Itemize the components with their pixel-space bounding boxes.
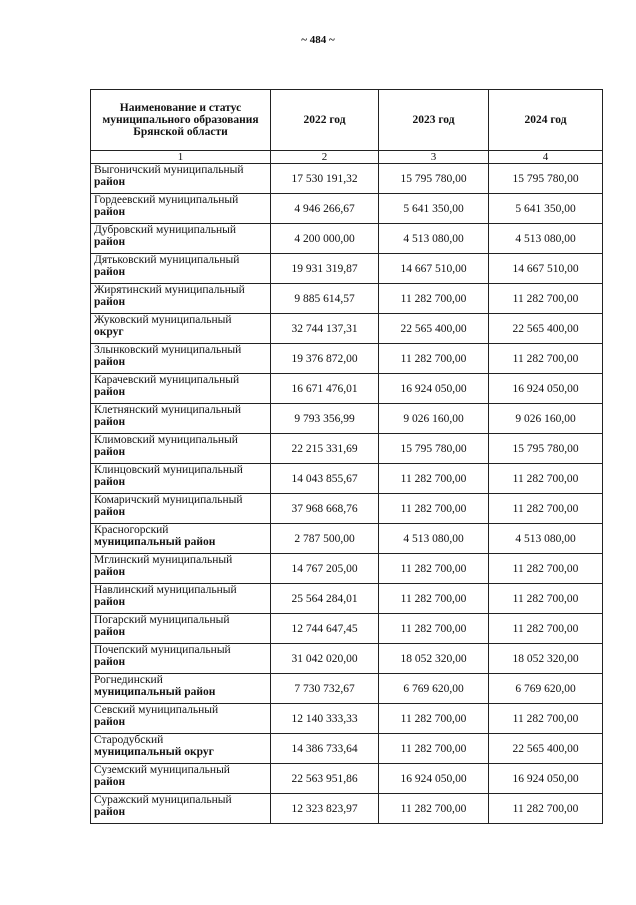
value-2022: 2 787 500,00 (271, 524, 379, 554)
table-row (91, 494, 603, 524)
municipality-status: район (94, 656, 126, 668)
municipality-name: Рогнединский (94, 674, 163, 686)
municipality-name-cell (91, 674, 271, 704)
municipality-name: Карачевский муниципальный (94, 374, 240, 386)
municipality-name-cell (91, 404, 271, 434)
municipality-name-cell (91, 164, 271, 194)
value-2024: 15 795 780,00 (489, 164, 603, 194)
municipality-name-cell (91, 584, 271, 614)
municipality-name: Погарский муниципальный (94, 614, 230, 626)
column-number: 4 (489, 151, 603, 164)
value-2022: 31 042 020,00 (271, 644, 379, 674)
header-year-2023: 2023 год (379, 90, 489, 151)
value-2023: 16 924 050,00 (379, 764, 489, 794)
table-row (91, 284, 603, 314)
municipality-name: Злынковский муниципальный (94, 344, 242, 356)
value-2024: 22 565 400,00 (489, 734, 603, 764)
municipality-status: район (94, 806, 126, 818)
value-2024: 18 052 320,00 (489, 644, 603, 674)
value-2022: 9 885 614,57 (271, 284, 379, 314)
value-2024: 11 282 700,00 (489, 554, 603, 584)
value-2024: 11 282 700,00 (489, 284, 603, 314)
value-2024: 11 282 700,00 (489, 614, 603, 644)
municipality-name: Жуковский муниципальный (94, 314, 232, 326)
value-2024: 11 282 700,00 (489, 464, 603, 494)
value-2023: 18 052 320,00 (379, 644, 489, 674)
municipality-status: район (94, 716, 126, 728)
value-2024: 6 769 620,00 (489, 674, 603, 704)
municipality-name-cell (91, 194, 271, 224)
column-number-row (91, 151, 603, 164)
municipality-name-cell (91, 524, 271, 554)
value-2024: 9 026 160,00 (489, 404, 603, 434)
municipality-status: муниципальный район (94, 536, 216, 548)
value-2022: 12 140 333,33 (271, 704, 379, 734)
municipality-name-cell (91, 494, 271, 524)
value-2024: 4 513 080,00 (489, 524, 603, 554)
municipality-name: Мглинский муниципальный (94, 554, 233, 566)
value-2023: 9 026 160,00 (379, 404, 489, 434)
municipality-status: район (94, 266, 126, 278)
table-row (91, 224, 603, 254)
table-body (91, 164, 603, 824)
municipality-name-cell (91, 464, 271, 494)
header-row (91, 90, 603, 151)
municipality-name: Дубровский муниципальный (94, 224, 237, 236)
table-row (91, 374, 603, 404)
value-2022: 32 744 137,31 (271, 314, 379, 344)
value-2022: 14 386 733,64 (271, 734, 379, 764)
municipality-status: муниципальный округ (94, 746, 214, 758)
municipality-name: Севский муниципальный (94, 704, 219, 716)
value-2024: 22 565 400,00 (489, 314, 603, 344)
table-row (91, 584, 603, 614)
value-2023: 11 282 700,00 (379, 734, 489, 764)
municipality-status: район (94, 446, 126, 458)
municipality-name: Навлинский муниципальный (94, 584, 237, 596)
municipality-name: Клинцовский муниципальный (94, 464, 243, 476)
table-row (91, 704, 603, 734)
value-2024: 11 282 700,00 (489, 584, 603, 614)
value-2022: 22 215 331,69 (271, 434, 379, 464)
header-year-2024: 2024 год (489, 90, 603, 151)
value-2022: 12 323 823,97 (271, 794, 379, 824)
value-2023: 11 282 700,00 (379, 614, 489, 644)
municipality-status: район (94, 506, 126, 518)
column-number: 3 (379, 151, 489, 164)
value-2024: 16 924 050,00 (489, 374, 603, 404)
value-2023: 15 795 780,00 (379, 164, 489, 194)
value-2023: 11 282 700,00 (379, 464, 489, 494)
table-row (91, 764, 603, 794)
value-2024: 11 282 700,00 (489, 494, 603, 524)
value-2023: 11 282 700,00 (379, 704, 489, 734)
municipality-status: район (94, 176, 126, 188)
page-number: ~ 484 ~ (301, 34, 335, 46)
municipality-name-cell (91, 554, 271, 584)
municipality-name: Гордеевский муниципальный (94, 194, 239, 206)
value-2023: 6 769 620,00 (379, 674, 489, 704)
municipality-status: район (94, 626, 126, 638)
municipality-name-cell (91, 284, 271, 314)
municipality-status: район (94, 356, 126, 368)
municipality-status: округ (94, 326, 124, 338)
value-2022: 25 564 284,01 (271, 584, 379, 614)
municipality-name: Дятьковский муниципальный (94, 254, 240, 266)
value-2022: 4 200 000,00 (271, 224, 379, 254)
value-2022: 22 563 951,86 (271, 764, 379, 794)
value-2023: 22 565 400,00 (379, 314, 489, 344)
value-2024: 4 513 080,00 (489, 224, 603, 254)
value-2024: 11 282 700,00 (489, 704, 603, 734)
municipality-status: район (94, 776, 126, 788)
municipality-name: Климовский муниципальный (94, 434, 238, 446)
column-number: 2 (271, 151, 379, 164)
municipality-name-cell (91, 254, 271, 284)
value-2022: 19 376 872,00 (271, 344, 379, 374)
value-2022: 7 730 732,67 (271, 674, 379, 704)
municipality-name-cell (91, 434, 271, 464)
table-row (91, 314, 603, 344)
table-row (91, 344, 603, 374)
table-row (91, 644, 603, 674)
value-2023: 15 795 780,00 (379, 434, 489, 464)
municipality-name: Красногорский (94, 524, 169, 536)
value-2024: 5 641 350,00 (489, 194, 603, 224)
municipality-name-cell (91, 224, 271, 254)
value-2022: 14 043 855,67 (271, 464, 379, 494)
header-year-2022: 2022 год (271, 90, 379, 151)
value-2023: 4 513 080,00 (379, 224, 489, 254)
municipality-status: район (94, 206, 126, 218)
municipality-status: район (94, 386, 126, 398)
table-row (91, 524, 603, 554)
value-2024: 11 282 700,00 (489, 794, 603, 824)
value-2022: 9 793 356,99 (271, 404, 379, 434)
table-row (91, 464, 603, 494)
value-2023: 11 282 700,00 (379, 344, 489, 374)
value-2023: 11 282 700,00 (379, 584, 489, 614)
table-row (91, 674, 603, 704)
municipality-name: Почепский муниципальный (94, 644, 231, 656)
municipality-name-cell (91, 614, 271, 644)
table-row (91, 254, 603, 284)
table-row (91, 794, 603, 824)
municipality-name: Жирятинский муниципальный (94, 284, 245, 296)
value-2022: 12 744 647,45 (271, 614, 379, 644)
table-row (91, 194, 603, 224)
municipality-status: район (94, 476, 126, 488)
value-2022: 16 671 476,01 (271, 374, 379, 404)
municipality-status: муниципальный район (94, 686, 216, 698)
value-2024: 14 667 510,00 (489, 254, 603, 284)
value-2022: 17 530 191,32 (271, 164, 379, 194)
municipality-status: район (94, 416, 126, 428)
table-row (91, 614, 603, 644)
municipality-name: Комаричский муниципальный (94, 494, 243, 506)
value-2022: 19 931 319,87 (271, 254, 379, 284)
value-2023: 5 641 350,00 (379, 194, 489, 224)
table-header (91, 90, 603, 164)
table-row (91, 434, 603, 464)
value-2023: 16 924 050,00 (379, 374, 489, 404)
header-municipality-name: Наименование и статус муниципального образования Брянской области (91, 90, 271, 151)
municipality-name: Суземский муниципальный (94, 764, 230, 776)
value-2023: 11 282 700,00 (379, 284, 489, 314)
value-2023: 4 513 080,00 (379, 524, 489, 554)
value-2024: 16 924 050,00 (489, 764, 603, 794)
municipality-name-cell (91, 794, 271, 824)
municipality-status: район (94, 296, 126, 308)
municipality-name: Суражский муниципальный (94, 794, 232, 806)
table-row (91, 554, 603, 584)
value-2022: 14 767 205,00 (271, 554, 379, 584)
municipality-status: район (94, 566, 126, 578)
municipality-name-cell (91, 314, 271, 344)
budget-table (90, 89, 603, 824)
municipality-name-cell (91, 374, 271, 404)
value-2022: 37 968 668,76 (271, 494, 379, 524)
municipality-name-cell (91, 344, 271, 374)
municipality-name: Клетнянский муниципальный (94, 404, 242, 416)
municipality-name-cell (91, 764, 271, 794)
value-2023: 11 282 700,00 (379, 794, 489, 824)
municipality-name-cell (91, 704, 271, 734)
value-2023: 11 282 700,00 (379, 554, 489, 584)
municipality-name: Выгоничский муниципальный (94, 164, 244, 176)
value-2024: 11 282 700,00 (489, 344, 603, 374)
municipality-status: район (94, 596, 126, 608)
municipality-name: Стародубский (94, 734, 164, 746)
municipality-name-cell (91, 644, 271, 674)
value-2023: 11 282 700,00 (379, 494, 489, 524)
municipality-name-cell (91, 734, 271, 764)
value-2022: 4 946 266,67 (271, 194, 379, 224)
value-2023: 14 667 510,00 (379, 254, 489, 284)
table-row (91, 734, 603, 764)
table-row (91, 404, 603, 434)
municipality-status: район (94, 236, 126, 248)
value-2024: 15 795 780,00 (489, 434, 603, 464)
column-number: 1 (91, 151, 271, 164)
table-row (91, 164, 603, 194)
